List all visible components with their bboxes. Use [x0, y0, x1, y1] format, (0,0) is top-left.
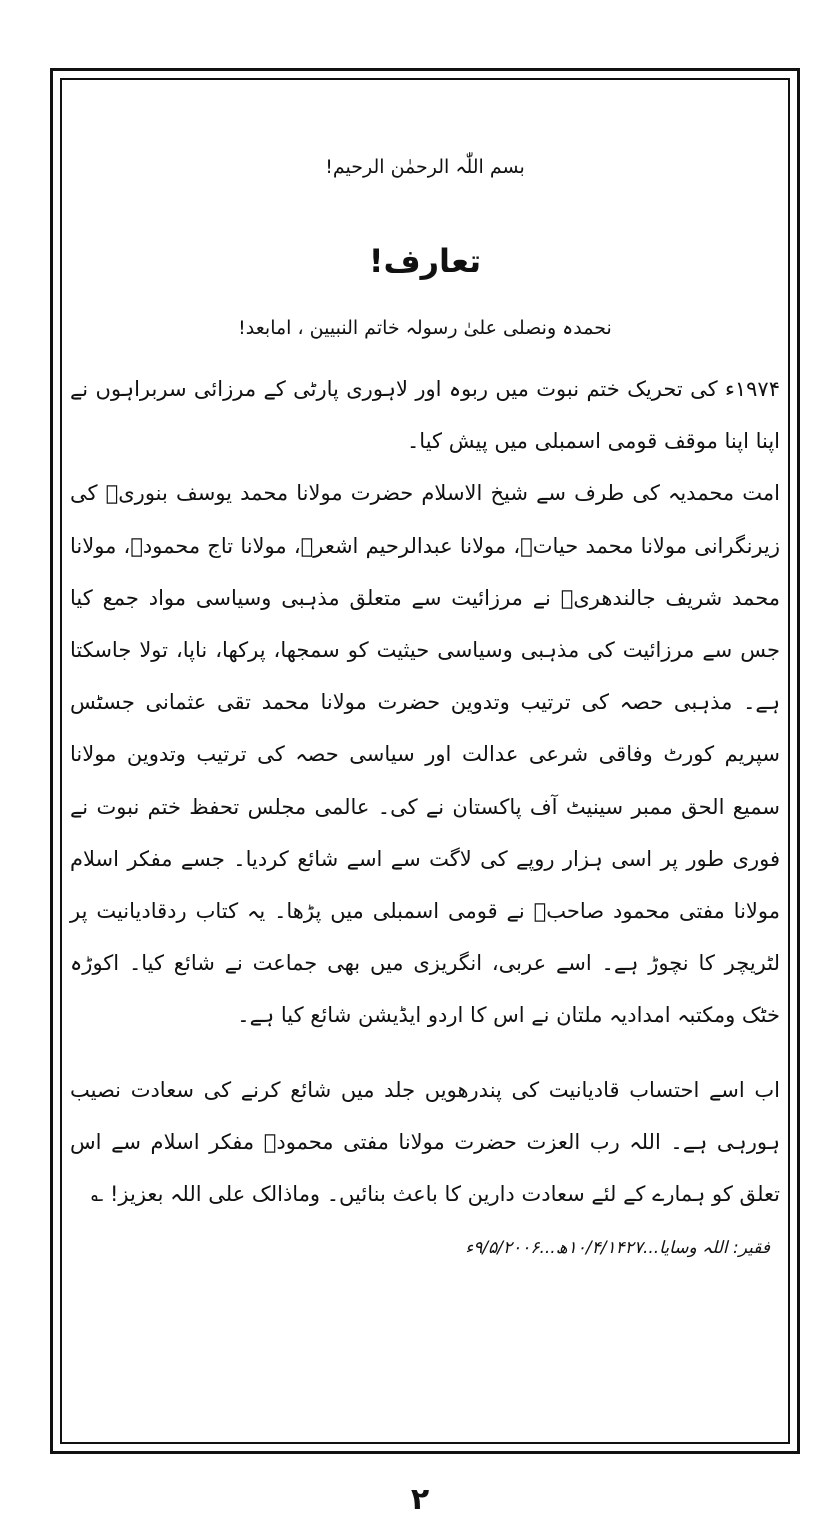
hamd-line: نحمدہ ونصلی علیٰ رسولہ خاتم النبیین ، امابعد!: [238, 317, 612, 339]
paragraph-3: اب اسے احتساب قادیانیت کی پندرھویں جلد میں شائع کرنے کی سعادت نصیب ہورہی ہے۔ اللہ رب العزت حضرت مولانا مفتی محمودؒ مفکر اسلام سے اس تعلق کو ہمارے کے لئے سعادت دارین کا باعث بنائیں۔ وماذالک علی اللہ بعزیز! ؎: [70, 1077, 780, 1207]
paragraph-2: امت محمدیہ کی طرف سے شیخ الاسلام حضرت مولانا محمد یوسف بنوریؒ کی زیرنگرانی مولانا محمد حیاتؒ، مولانا عبدالرحیم اشعرؒ، مولانا تاج محمودؒ، مولانا محمد شریف جالندھریؒ نے مرزائیت سے متعلق مذہبی وسیاسی مواد جمع کیا جس سے مرزائیت کی مذہبی وسیاسی حیثیت کو سمجھا، پرکھا، ناپا، تولا جاسکتا ہے۔ مذہبی حصہ کی ترتیب وتدوین حضرت مولانا محمد تقی عثمانی جسٹس سپریم کورٹ وفاقی شرعی عدالت اور سیاسی حصہ کی ترتیب وتدوین مولانا سمیع الحق ممبر سینیٹ آف پاکستان نے کی۔ عالمی مجلس تحفظ ختم نبوت نے فوری طور پر اسی ہزار روپے کی لاگت سے اسے شائع کردیا۔ جسے مفکر اسلام مولانا مفتی محمود صاحبؒ نے قومی اسمبلی میں پڑھا۔ یہ کتاب ردقادیانیت پر لٹریچر کا نچوڑ ہے۔ اسے عربی، انگریزی میں بھی جماعت نے شائع کیا۔ اکوڑہ خٹک ومکتبہ امدادیہ ملتان نے اس کا اردو ایڈیشن شائع کیا ہے۔: [70, 481, 780, 1028]
paragraph-1: ۱۹۷۴ء کی تحریک ختم نبوت میں ربوہ اور لاہوری پارٹی کے مرزائی سربراہوں نے اپنا اپنا موقف قومی اسمبلی میں پیش کیا۔: [70, 377, 780, 454]
bismillah: بسم اللّٰہ الرحمٰن الرحیم!: [325, 156, 525, 178]
page-number: ۲: [410, 1482, 430, 1517]
document-body: [70, 150, 780, 1268]
signature-line: فقیر: اللہ وسایا...۱۰/۴/۱۴۲۷ھ...۹/۵/۲۰۰۶ء: [465, 1238, 770, 1259]
page-title: تعارف!: [368, 242, 482, 280]
